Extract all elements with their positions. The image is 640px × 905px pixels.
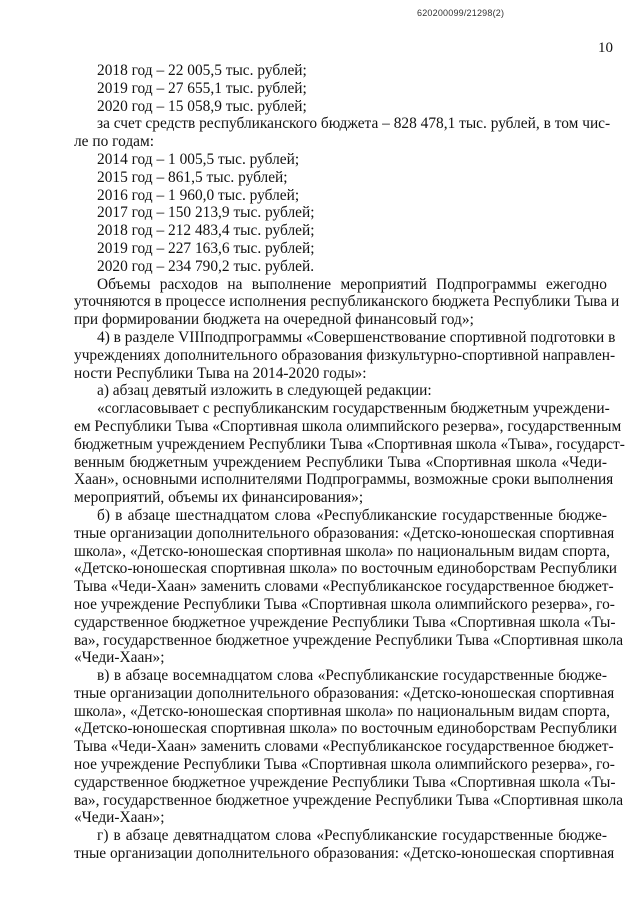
text-line: «Детско-юношеская спортивная школа» по восточным единоборствам Республики [74, 560, 618, 578]
text-line: 2018 год – 22 005,5 тыс. рублей; [97, 62, 307, 79]
text-line: ем Республики Тыва «Спортивная школа олимпийского резерва», государственным [74, 417, 622, 435]
text-line: тные организации дополнительного образования: «Детско-юношеская спортивная [74, 684, 615, 702]
text-line: Тыва «Чеди-Хаан» заменить словами «Республиканское государственное бюджет- [74, 578, 614, 596]
text-line: Объемы расходов на выполнение мероприятий Подпрограммы ежегодно [97, 275, 607, 293]
text-line: «Чеди-Хаан»; [74, 649, 165, 667]
text-line: ное учреждение Республики Тыва «Спортивная школа олимпийского резерва», го- [74, 756, 615, 774]
text-line: Тыва «Чеди-Хаан» заменить словами «Республиканское государственное бюджет- [74, 738, 614, 756]
text-line: бюджетным учреждением Республики Тыва «Спортивная школа «Тыва», государст- [74, 435, 625, 453]
text-line: 2019 год – 27 655,1 тыс. рублей; [97, 79, 307, 97]
text-line: за счет средств республиканского бюджета – 828 478,1 тыс. рублей, в том чис- [97, 115, 611, 133]
text-line: уточняются в процессе исполнения республиканского бюджета Республики Тыва и [74, 293, 620, 311]
text-line: г) в абзаце девятнадцатом слова «Республиканские государственные бюдже- [97, 827, 607, 845]
text-line: сударственное бюджетное учреждение Республики Тыва «Спортивная школа «Ты- [74, 773, 616, 791]
text-line: 2020 год – 15 058,9 тыс. рублей; [97, 97, 307, 115]
text-line: учреждениях дополнительного образования физкультурно-спортивной направлен- [74, 346, 616, 364]
text-line: сударственное бюджетное учреждение Республики Тыва «Спортивная школа «Ты- [74, 613, 616, 631]
text-line: при формировании бюджета на очередной финансовый год»; [74, 311, 474, 329]
text-line: 2019 год – 227 163,6 тыс. рублей; [97, 239, 315, 257]
text-line: 2016 год – 1 960,0 тыс. рублей; [97, 186, 300, 204]
document-id: 620200099/21298(2) [417, 8, 505, 18]
page-number: 10 [598, 40, 613, 56]
text-line: 2020 год – 234 790,2 тыс. рублей. [97, 257, 315, 275]
text-line: школа», «Детско-юношеская спортивная школа» по национальным видам спорта, [74, 542, 610, 560]
text-line: мероприятий, объемы их финансирования»; [74, 489, 364, 507]
text-line: 2018 год – 212 483,4 тыс. рублей; [97, 222, 315, 240]
text-line: 2014 год – 1 005,5 тыс. рублей; [97, 150, 300, 168]
text-line: ное учреждение Республики Тыва «Спортивная школа олимпийского резерва», го- [74, 595, 615, 613]
text-line: ва», государственное бюджетное учреждение Республики Тыва «Спортивная школа [74, 631, 624, 649]
text-line: «Чеди-Хаан»; [74, 809, 165, 827]
text-line: б) в абзаце шестнадцатом слова «Республиканские государственные бюдже- [97, 506, 607, 524]
text-line: венным бюджетным учреждением Республики Тыва «Спортивная школа «Чеди- [74, 453, 607, 471]
text-line: тные организации дополнительного образования: «Детско-юношеская спортивная [74, 524, 615, 542]
text-line: ности Республики Тыва на 2014-2020 годы»: [74, 364, 367, 382]
document-body [74, 62, 625, 863]
text-line: 2017 год – 150 213,9 тыс. рублей; [97, 204, 315, 222]
text-line: 2015 год – 861,5 тыс. рублей; [97, 168, 288, 186]
text-line: а) абзац девятый изложить в следующей редакции: [97, 382, 432, 400]
text-line: ле по годам: [74, 133, 154, 151]
text-line: школа», «Детско-юношеская спортивная школа» по национальным видам спорта, [74, 702, 610, 720]
text-line: «согласовывает с республиканским государственным бюджетным учреждени- [97, 400, 610, 418]
text-line: тные организации дополнительного образования: «Детско-юношеская спортивная [74, 845, 615, 863]
text-line: 4) в разделе VIIIподпрограммы «Совершенствование спортивной подготовки в [97, 328, 616, 346]
text-line: Хаан», основными исполнителями Подпрограммы, возможные сроки выполнения [74, 471, 614, 489]
text-line: ва», государственное бюджетное учреждение Республики Тыва «Спортивная школа [74, 791, 624, 809]
text-line: в) в абзаце восемнадцатом слова «Республиканские государственные бюдже- [97, 667, 607, 685]
text-line: «Детско-юношеская спортивная школа» по восточным единоборствам Республики [74, 720, 618, 738]
